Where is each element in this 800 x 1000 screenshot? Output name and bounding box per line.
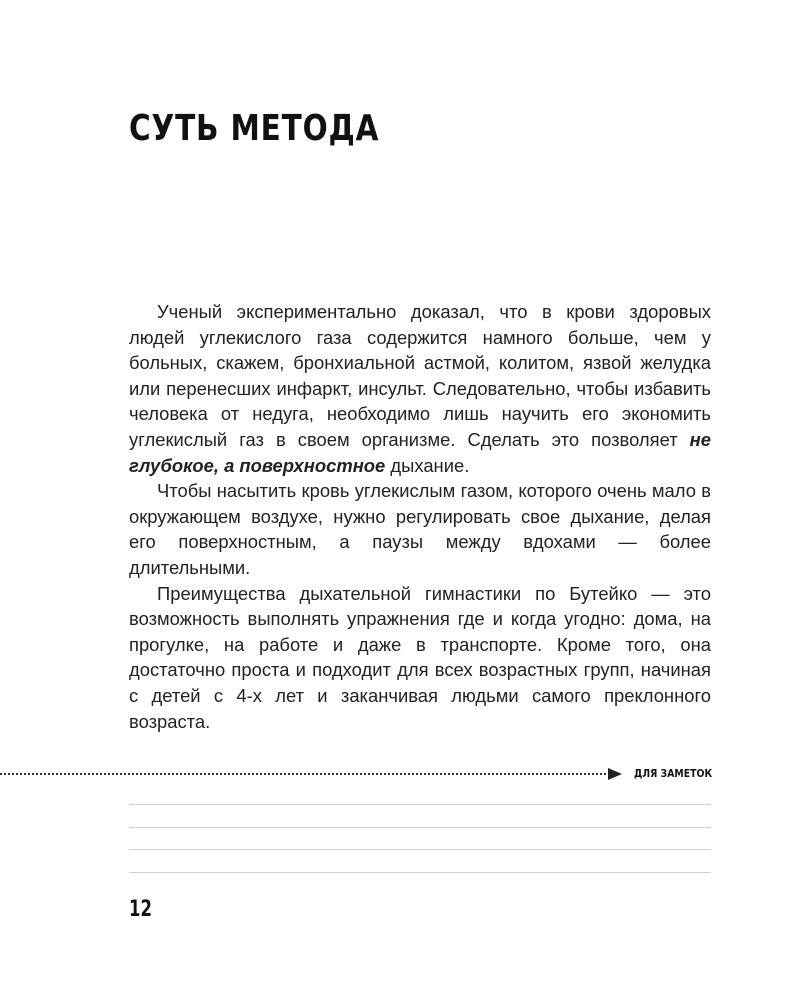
notes-dotted-rule xyxy=(0,773,610,775)
paragraph-1-start: Ученый экспериментально доказал, что в крови здоровых людей углекислого газа содержится намного больше, чем у больных, скажем, бронхиальной астмой, колитом, язвой желудка или перенесших инфаркт, инсульт. Следовательно, чтобы избавить человека от недуга, необходимо лишь научить его экономить углекислый газ в своем организме. Сделать это позволяет xyxy=(129,301,711,450)
note-line[interactable] xyxy=(129,827,711,828)
page-title: СУТЬ МЕТОДА xyxy=(129,108,380,149)
note-line[interactable] xyxy=(129,849,711,850)
page-number: 12 xyxy=(129,897,152,922)
note-line[interactable] xyxy=(129,804,711,805)
arrow-right-icon xyxy=(608,768,622,780)
emphasis-text: не глубокое, а поверхностное xyxy=(129,428,711,476)
note-line[interactable] xyxy=(129,872,711,873)
body-text xyxy=(129,299,711,734)
paragraph-2: Чтобы насытить кровь углекислым газом, которого очень мало в окружающем воздухе, нужно регулировать свое дыхание, делая его поверхностным, а паузы между вдохами — более длительными. xyxy=(129,480,711,578)
paragraph-3: Преимущества дыхательной гимнастики по Бутейко — это возможность выполнять упражнения где и когда угодно: дома, на прогулке, на работе и даже в транспорте. Кроме того, она достаточно проста и подходит для всех возрастных групп, начиная с детей с 4-х лет и заканчивая людьми самого преклонного возраста. xyxy=(129,582,711,732)
paragraph-1-end: дыхание. xyxy=(385,454,470,476)
paragraph-1 xyxy=(129,299,711,478)
notes-label: ДЛЯ ЗАМЕТОК xyxy=(634,767,713,780)
